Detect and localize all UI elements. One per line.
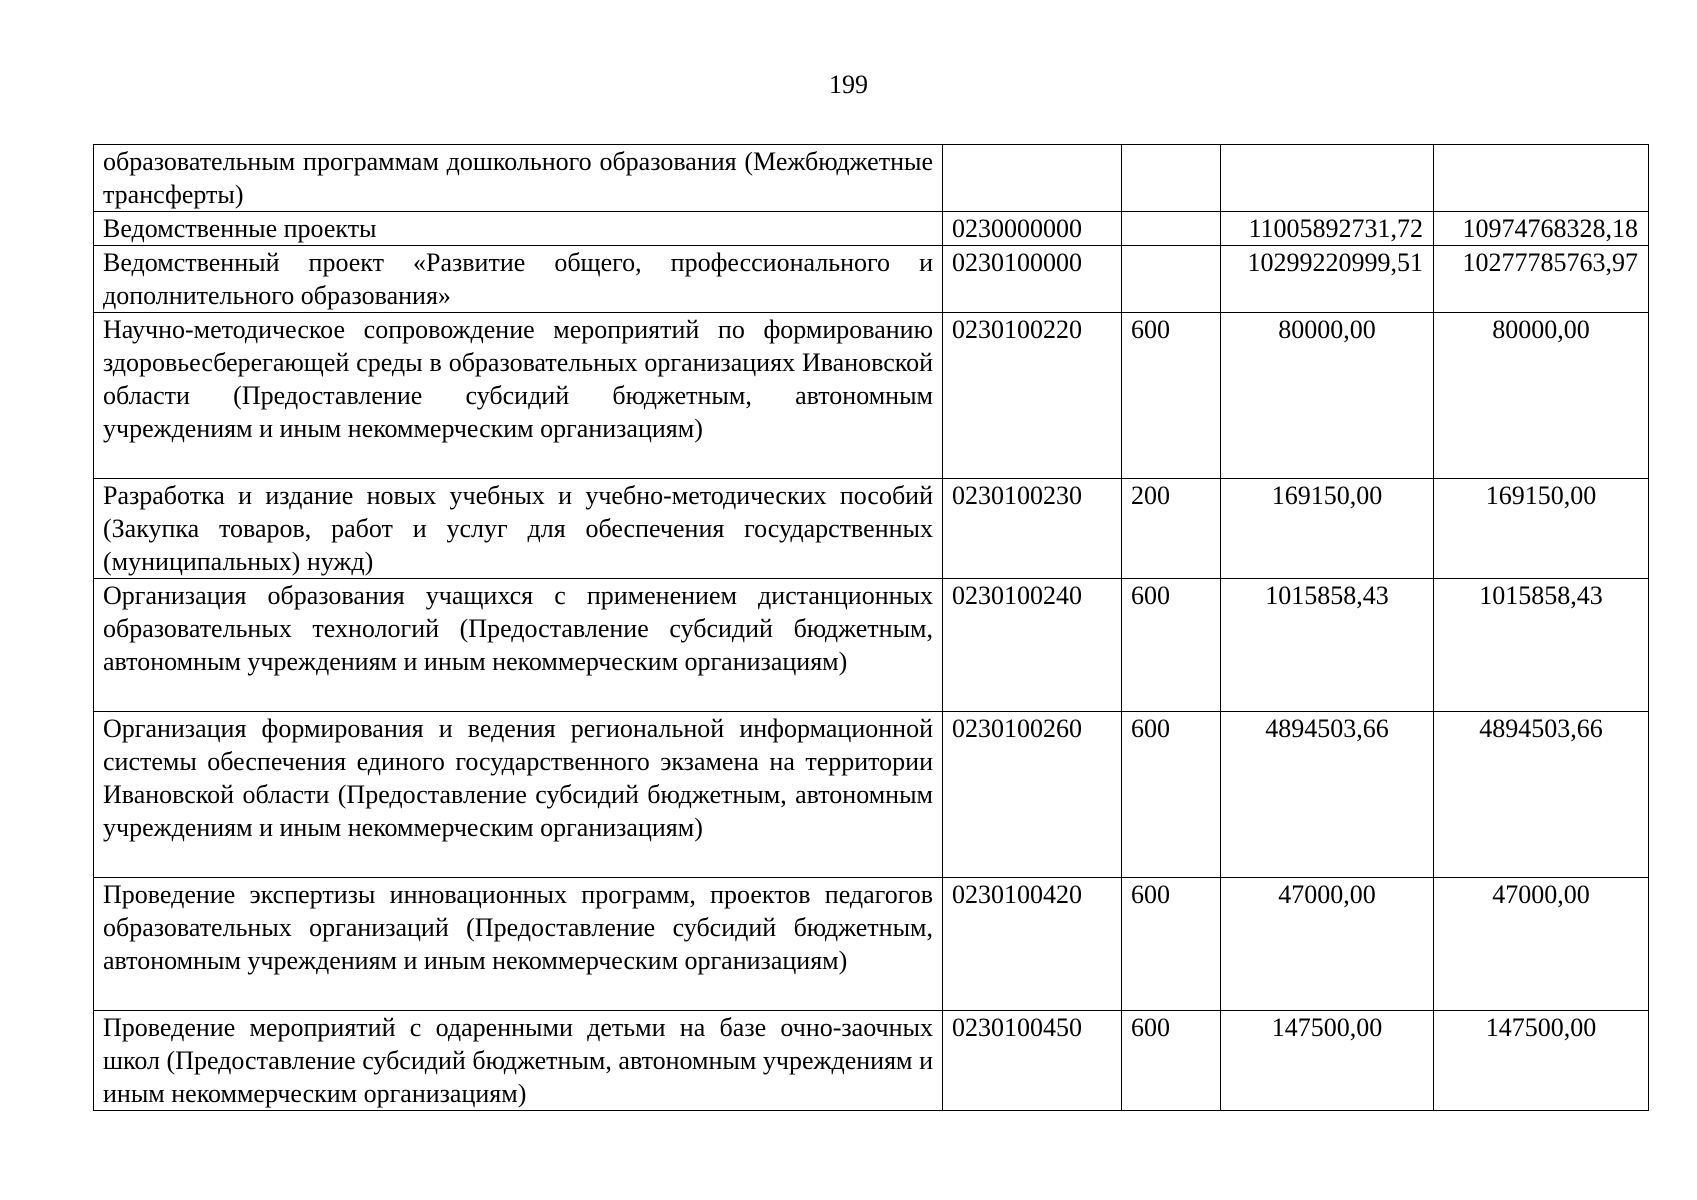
row-expense-type: 600: [1122, 1011, 1221, 1111]
page-number: 199: [829, 70, 868, 99]
table-row: [94, 1011, 1649, 1111]
row-code: 0230100230: [943, 479, 1122, 579]
row-expense-type: [1122, 212, 1221, 246]
row-sum-2: 147500,00: [1434, 1011, 1649, 1111]
row-code: [943, 145, 1122, 212]
row-sum-1: 80000,00: [1221, 313, 1434, 479]
row-sum-1: 11005892731,72: [1221, 212, 1434, 246]
table-row: [94, 712, 1649, 878]
table-row: [94, 212, 1649, 246]
row-name: Разработка и издание новых учебных и учебно-методических пособий (Закупка товаров, работ и услуг для обеспечения государственных (муниципальных) нужд): [94, 479, 943, 579]
row-name: Научно-методическое сопровождение мероприятий по формированию здоровьесберегающей среды в образовательных организациях Ивановской области (Предоставление субсидий бюджетным, автономным учреждениям и иным некоммерческим организациям): [94, 313, 943, 479]
row-name: Ведомственный проект «Развитие общего, профессионального и дополнительного образования»: [94, 246, 943, 313]
row-expense-type: [1122, 246, 1221, 313]
table-row: [94, 579, 1649, 712]
row-expense-type: 600: [1122, 712, 1221, 878]
table-row: [94, 145, 1649, 212]
row-name: Организация формирования и ведения региональной информационной системы обеспечения единого государственного экзамена на территории Ивановской области (Предоставление субсидий бюджетным, автономным учреждениям и иным некоммерческим организациям): [94, 712, 943, 878]
row-sum-2: 4894503,66: [1434, 712, 1649, 878]
row-sum-2: 1015858,43: [1434, 579, 1649, 712]
row-code: 0230100240: [943, 579, 1122, 712]
row-sum-2: 10974768328,18: [1434, 212, 1649, 246]
row-name: Проведение мероприятий с одаренными детьми на базе очно-заочных школ (Предоставление субсидий бюджетным, автономным учреждениям и иным некоммерческим организациям): [94, 1011, 943, 1111]
row-code: 0230100420: [943, 878, 1122, 1011]
row-sum-2: 80000,00: [1434, 313, 1649, 479]
row-sum-1: 47000,00: [1221, 878, 1434, 1011]
row-sum-1: 1015858,43: [1221, 579, 1434, 712]
row-name: Ведомственные проекты: [94, 212, 943, 246]
row-expense-type: 600: [1122, 313, 1221, 479]
budget-table: [93, 144, 1649, 1111]
row-sum-1: 147500,00: [1221, 1011, 1434, 1111]
row-code: 0230100260: [943, 712, 1122, 878]
row-name: Организация образования учащихся с применением дистанционных образовательных технологий (Предоставление субсидий бюджетным, автономным учреждениям и иным некоммерческим организациям): [94, 579, 943, 712]
table-row: [94, 246, 1649, 313]
row-code: 0230100220: [943, 313, 1122, 479]
row-sum-1: 10299220999,51: [1221, 246, 1434, 313]
row-expense-type: 600: [1122, 878, 1221, 1011]
row-sum-2: 47000,00: [1434, 878, 1649, 1011]
table-row: [94, 479, 1649, 579]
row-sum-1: 4894503,66: [1221, 712, 1434, 878]
row-sum-2: 169150,00: [1434, 479, 1649, 579]
row-expense-type: [1122, 145, 1221, 212]
row-sum-1: 169150,00: [1221, 479, 1434, 579]
row-expense-type: 600: [1122, 579, 1221, 712]
row-sum-2: [1434, 145, 1649, 212]
row-name: Проведение экспертизы инновационных программ, проектов педагогов образовательных организаций (Предоставление субсидий бюджетным, автономным учреждениям и иным некоммерческим организациям): [94, 878, 943, 1011]
row-sum-2: 10277785763,97: [1434, 246, 1649, 313]
row-code: 0230100450: [943, 1011, 1122, 1111]
row-code: 0230100000: [943, 246, 1122, 313]
table-row: [94, 313, 1649, 479]
row-expense-type: 200: [1122, 479, 1221, 579]
row-name: образовательным программам дошкольного образования (Межбюджетные трансферты): [94, 145, 943, 212]
table-row: [94, 878, 1649, 1011]
row-code: 0230000000: [943, 212, 1122, 246]
row-sum-1: [1221, 145, 1434, 212]
